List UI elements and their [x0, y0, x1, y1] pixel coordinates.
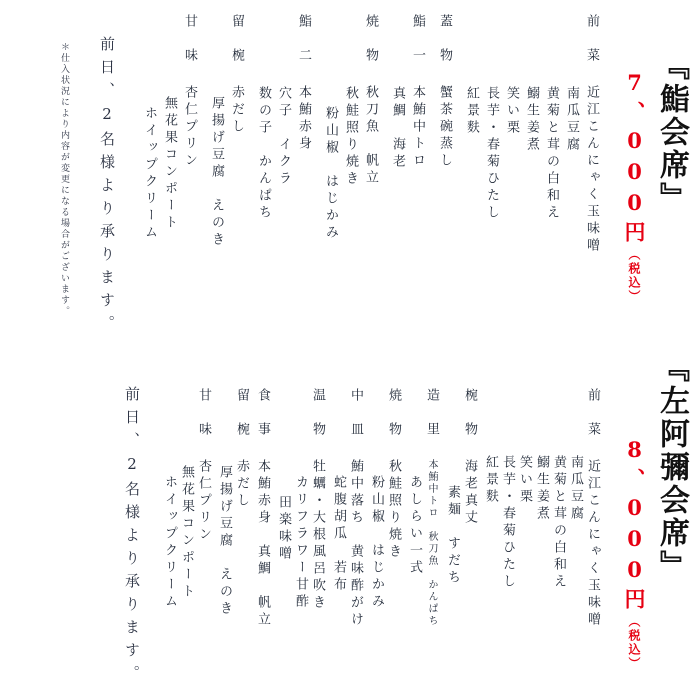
section-header: 温 物 — [310, 388, 325, 439]
section-header: 前 菜 — [584, 14, 599, 65]
section-header: 中 皿 — [348, 388, 363, 439]
menu-item: 黄菊と茸の白和え — [544, 86, 559, 222]
menu-item: 無花果コンポート — [162, 96, 177, 232]
menu-item: 杏仁プリン — [196, 459, 211, 544]
menu-line — [226, 14, 246, 255]
menu-item: 近江こんにゃく玉味噌 — [585, 459, 600, 629]
section-header: 椀 物 — [462, 388, 477, 439]
menu-item: 杏仁プリン — [182, 85, 197, 170]
section-header: 焼 物 — [386, 388, 401, 439]
course-price — [617, 50, 651, 304]
menu-item: 鮪中落ち 黄味酢がけ — [348, 459, 363, 629]
section-header: 甘 味 — [182, 14, 197, 65]
menu-item: 赤だし — [229, 85, 244, 136]
section-zensai — [461, 14, 601, 255]
section-header: 食 事 — [255, 388, 270, 439]
menu-item: ホイップクリーム — [162, 475, 177, 611]
menu-line — [581, 14, 601, 255]
section-tomewan — [206, 14, 246, 255]
menu-item: 本鮪中トロ — [410, 85, 425, 170]
section-wanmono — [444, 388, 478, 629]
menu-item: 本鮪赤身 真鯛 帆立 — [255, 459, 270, 629]
menu-item: 南瓜豆腐 — [564, 86, 579, 154]
section-futamono — [434, 14, 454, 255]
price-amount: 7、000円 — [622, 70, 647, 248]
menu-item: 厚揚げ豆腐 えのき — [217, 465, 232, 618]
title-block — [615, 50, 691, 304]
section-header: 留 椀 — [229, 14, 244, 65]
section-header: 甘 味 — [196, 388, 211, 439]
section-nakazara — [330, 388, 364, 629]
menu-item: 粉山椒 はじかみ — [369, 475, 384, 611]
menu-line — [195, 388, 212, 629]
menu-line — [179, 14, 199, 255]
course-title: 『左阿彌会席』 — [654, 352, 689, 583]
section-sushi-2 — [253, 14, 313, 255]
menu-item: 蟹茶碗蒸し — [437, 85, 452, 170]
menu-line — [407, 14, 427, 255]
menu-item: 鰯生姜煮 — [534, 455, 549, 523]
section-header: 鮨 一 — [410, 14, 425, 65]
menu-line — [385, 388, 402, 629]
menu-item: 秋刀魚 帆立 — [363, 85, 378, 187]
section-header: 鮨 二 — [296, 14, 311, 65]
menu-item: 数の子 かんぱち — [256, 86, 271, 222]
section-onmono — [275, 388, 326, 629]
menu-columns — [132, 14, 601, 255]
menu-item: 田楽味噌 — [276, 495, 291, 563]
menu-line — [584, 388, 601, 629]
course-title: 『鮨会席』 — [654, 50, 689, 215]
menu-item: 海老真丈 — [462, 459, 477, 527]
menu-item: 鰯生姜煮 — [524, 86, 539, 154]
menu-item: 粉山椒 はじかみ — [323, 106, 338, 242]
booking-note: 前日、2名様より承ります。 — [98, 36, 116, 338]
menu-item: 紅景麩 — [464, 86, 479, 137]
menu-item: 厚揚げ豆腐 えのき — [209, 96, 224, 249]
price-tax-note: （税込） — [627, 615, 641, 671]
menu-item: 秋鮭照り焼き — [386, 459, 401, 561]
menu-panel-saami-kaiseki — [0, 348, 697, 696]
menu-line — [434, 14, 454, 255]
menu-item: 穴子 イクラ — [276, 86, 291, 188]
menu-line — [347, 388, 364, 629]
section-header: 前 菜 — [585, 388, 600, 439]
section-sushi-1 — [387, 14, 427, 255]
menu-line — [293, 14, 313, 255]
menu-columns — [157, 388, 601, 629]
menu-line — [461, 388, 478, 629]
menu-item: 本鮪中トロ 秋刀魚 かんぱち — [426, 459, 437, 627]
menu-item: カリフラワー甘酢 — [293, 475, 308, 611]
booking-note: 前日、2名様より承ります。 — [123, 386, 141, 688]
price-tax-note: （税込） — [627, 248, 641, 304]
section-yakimono — [368, 388, 402, 629]
menu-item: 南瓜豆腐 — [568, 455, 583, 523]
menu-item: ホイップクリーム — [142, 106, 157, 242]
menu-item: 秋鮭照り焼き — [343, 86, 358, 188]
menu-item: 長芋・春菊ひたし — [500, 455, 515, 591]
menu-item: 紅景麩 — [483, 455, 498, 506]
section-tsukuri — [406, 388, 440, 629]
section-header: 蓋 物 — [437, 14, 452, 65]
notes-block — [52, 36, 122, 338]
section-kanmi — [139, 14, 199, 255]
menu-item: 黄菊と茸の白和え — [551, 455, 566, 591]
menu-item: 牡蠣・大根風呂吹き — [310, 459, 325, 612]
notes-block — [117, 386, 147, 688]
section-header: 焼 物 — [363, 14, 378, 65]
menu-line — [309, 388, 326, 629]
section-tomewan — [216, 388, 250, 629]
section-shokuji — [254, 388, 271, 629]
title-block — [615, 352, 691, 671]
menu-line — [254, 388, 271, 629]
section-yakimono — [320, 14, 380, 255]
menu-line — [360, 14, 380, 255]
menu-item: 蛇腹胡瓜 若布 — [331, 475, 346, 594]
price-amount: 8、000円 — [622, 437, 647, 615]
menu-item: 本鮪赤身 — [296, 85, 311, 153]
menu-item: 真鯛 海老 — [390, 86, 405, 171]
menu-item: あしらい一式 — [407, 475, 422, 577]
menu-item: 無花果コンポート — [179, 465, 194, 601]
menu-item: 赤だし — [234, 459, 249, 510]
menu-item: 笑い栗 — [517, 455, 532, 506]
section-zensai — [482, 388, 601, 629]
disclaimer-note: ＊仕入状況により内容が変更になる場合がございます。 — [59, 42, 69, 317]
section-header: 留 椀 — [234, 388, 249, 439]
menu-item: 長芋・春菊ひたし — [484, 86, 499, 222]
menu-item: 笑い栗 — [504, 86, 519, 137]
menu-item: 素麺 すだち — [445, 485, 460, 587]
section-header: 造 里 — [424, 388, 439, 439]
menu-line — [423, 388, 440, 629]
course-price — [617, 352, 651, 671]
menu-item: 近江こんにゃく玉味噌 — [584, 85, 599, 255]
section-kanmi — [161, 388, 212, 629]
menu-line — [233, 388, 250, 629]
